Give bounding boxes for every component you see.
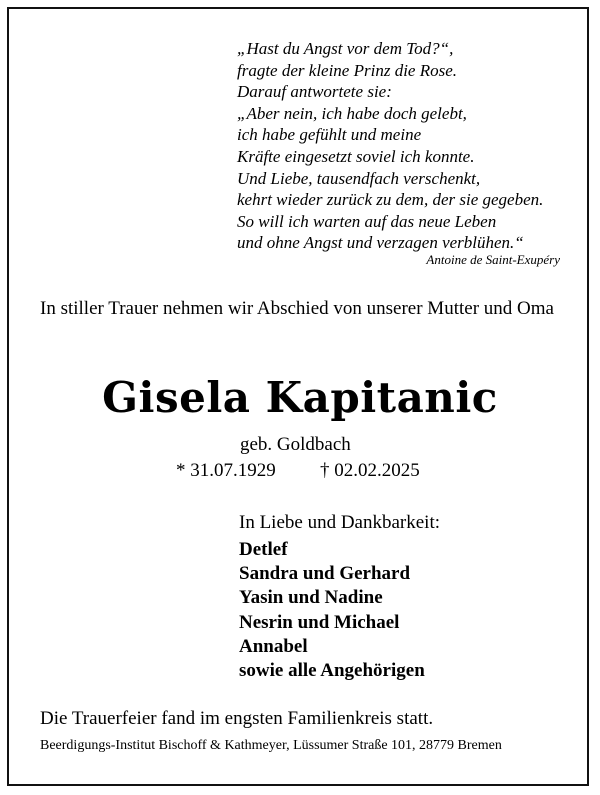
mourner-name: Annabel (239, 635, 308, 657)
funeral-institute: Beerdigungs-Institut Bischoff & Kathmeyer, Lüssumer Straße 101, 28779 Bremen (40, 738, 502, 753)
birth-date: * 31.07.1929 (176, 460, 276, 481)
poem-line: „Hast du Angst vor dem Tod?“, (237, 39, 454, 58)
birth-name: geb. Goldbach (240, 434, 351, 455)
poem-line: ich habe gefühlt und meine (237, 125, 422, 145)
poem-line: und ohne Angst und verzagen verblühen.“ (237, 233, 524, 253)
deceased-name: Gisela Kapitanic (102, 373, 498, 422)
mourners-heading: In Liebe und Dankbarkeit: (239, 512, 441, 533)
poem-author: Antoine de Saint-Exupéry (426, 252, 560, 267)
mourners-list (239, 538, 425, 683)
poem-line: fragte der kleine Prinz die Rose. (237, 60, 458, 80)
poem (237, 38, 567, 267)
poem-line: kehrt wieder zurück zu dem, der sie gegeben. (237, 190, 544, 210)
poem-line: Darauf antwortete sie: (237, 82, 392, 102)
mourner-name: sowie alle Angehörigen (239, 660, 425, 682)
mourner-name: Nesrin und Michael (239, 611, 400, 633)
death-date: † 02.02.2025 (320, 460, 420, 481)
intro-text: In stiller Trauer nehmen wir Abschied von unserer Mutter und Oma (40, 298, 554, 319)
mourner-name: Sandra und Gerhard (239, 563, 411, 585)
mourner-name: Detlef (239, 539, 288, 560)
poem-line: Kräfte eingesetzt soviel ich konnte. (237, 146, 475, 166)
mourner-name: Yasin und Nadine (239, 587, 383, 609)
poem-line: So will ich warten auf das neue Leben (237, 211, 497, 231)
poem-line: „Aber nein, ich habe doch gelebt, (237, 103, 467, 123)
poem-line: Und Liebe, tausendfach verschenkt, (237, 168, 481, 188)
funeral-note: Die Trauerfeier fand im engsten Familienkreis statt. (40, 708, 434, 729)
